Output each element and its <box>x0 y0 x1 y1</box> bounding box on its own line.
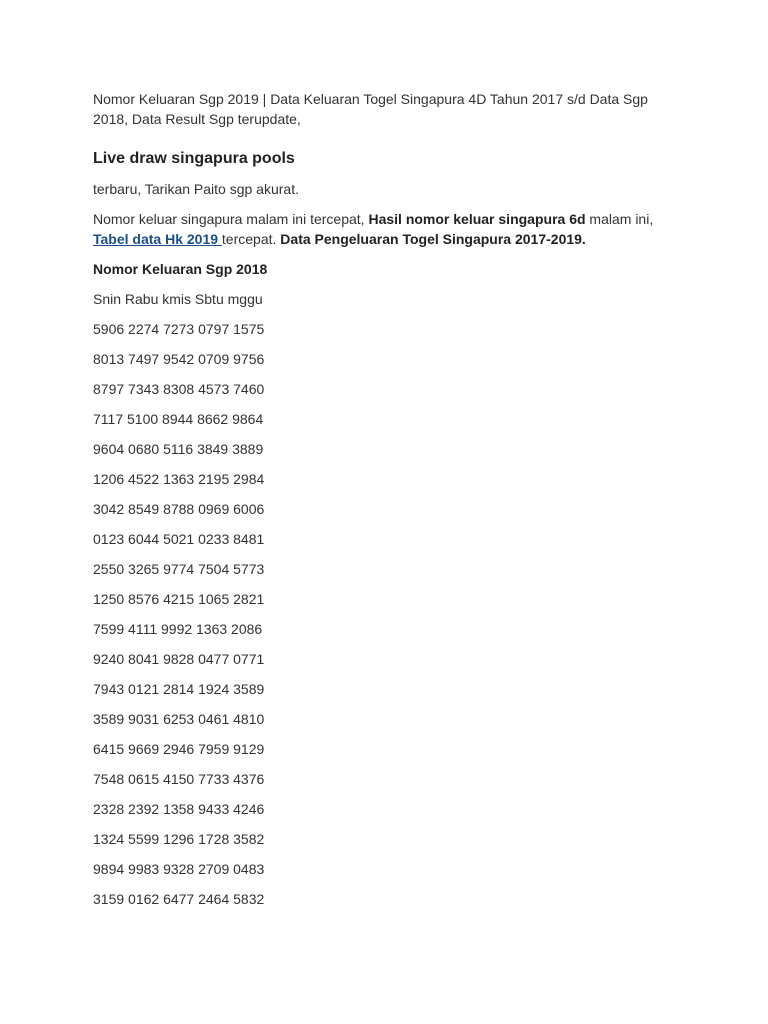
number-rows <box>93 319 683 909</box>
number-row: 9894 9983 9328 2709 0483 <box>93 861 265 877</box>
number-row: 1324 5599 1296 1728 3582 <box>93 831 265 847</box>
para-bold-1: Hasil nomor keluar singapura 6d <box>368 211 586 227</box>
number-row: 8797 7343 8308 4573 7460 <box>93 381 265 397</box>
number-row: 9240 8041 9828 0477 0771 <box>93 651 265 667</box>
number-row: 7117 5100 8944 8662 9864 <box>93 411 264 427</box>
para-text-2: malam ini, <box>585 211 654 227</box>
number-row: 7943 0121 2814 1924 3589 <box>93 681 265 697</box>
number-row: 0123 6044 5021 0233 8481 <box>93 531 265 547</box>
number-row: 3042 8549 8788 0969 6006 <box>93 501 265 517</box>
para-bold-2: Data Pengeluaran Togel Singapura 2017-2019. <box>280 231 586 247</box>
number-row: 5906 2274 7273 0797 1575 <box>93 321 265 337</box>
number-row: 2550 3265 9774 7504 5773 <box>93 561 265 577</box>
tabel-data-hk-link[interactable]: Tabel data Hk 2019 <box>93 231 222 247</box>
live-draw-heading: Live draw singapura pools <box>93 150 295 167</box>
number-row: 9604 0680 5116 3849 3889 <box>93 441 264 457</box>
number-row: 1250 8576 4215 1065 2821 <box>93 591 265 607</box>
intro-paragraph: Nomor Keluaran Sgp 2019 | Data Keluaran Togel Singapura 4D Tahun 2017 s/d Data Sgp 2018, Data Result Sgp terupdate, <box>93 91 648 127</box>
number-row: 7599 4111 9992 1363 2086 <box>93 621 263 637</box>
number-row: 7548 0615 4150 7733 4376 <box>93 771 265 787</box>
number-row: 6415 9669 2946 7959 9129 <box>93 741 265 757</box>
para-text-3: tercepat. <box>221 231 281 247</box>
number-row: 3589 9031 6253 0461 4810 <box>93 711 265 727</box>
section-heading: Nomor Keluaran Sgp 2018 <box>93 261 268 277</box>
number-row: 8013 7497 9542 0709 9756 <box>93 351 265 367</box>
para-text-1: Nomor keluar singapura malam ini tercepat, <box>93 211 369 227</box>
number-row: 1206 4522 1363 2195 2984 <box>93 471 265 487</box>
terbaru-paragraph: terbaru, Tarikan Paito sgp akurat. <box>93 181 299 197</box>
number-row: 2328 2392 1358 9433 4246 <box>93 801 265 817</box>
document-body <box>93 89 683 919</box>
number-row: 3159 0162 6477 2464 5832 <box>93 891 265 907</box>
nomor-keluar-paragraph <box>93 209 683 249</box>
day-header: Snin Rabu kmis Sbtu mggu <box>93 291 263 307</box>
